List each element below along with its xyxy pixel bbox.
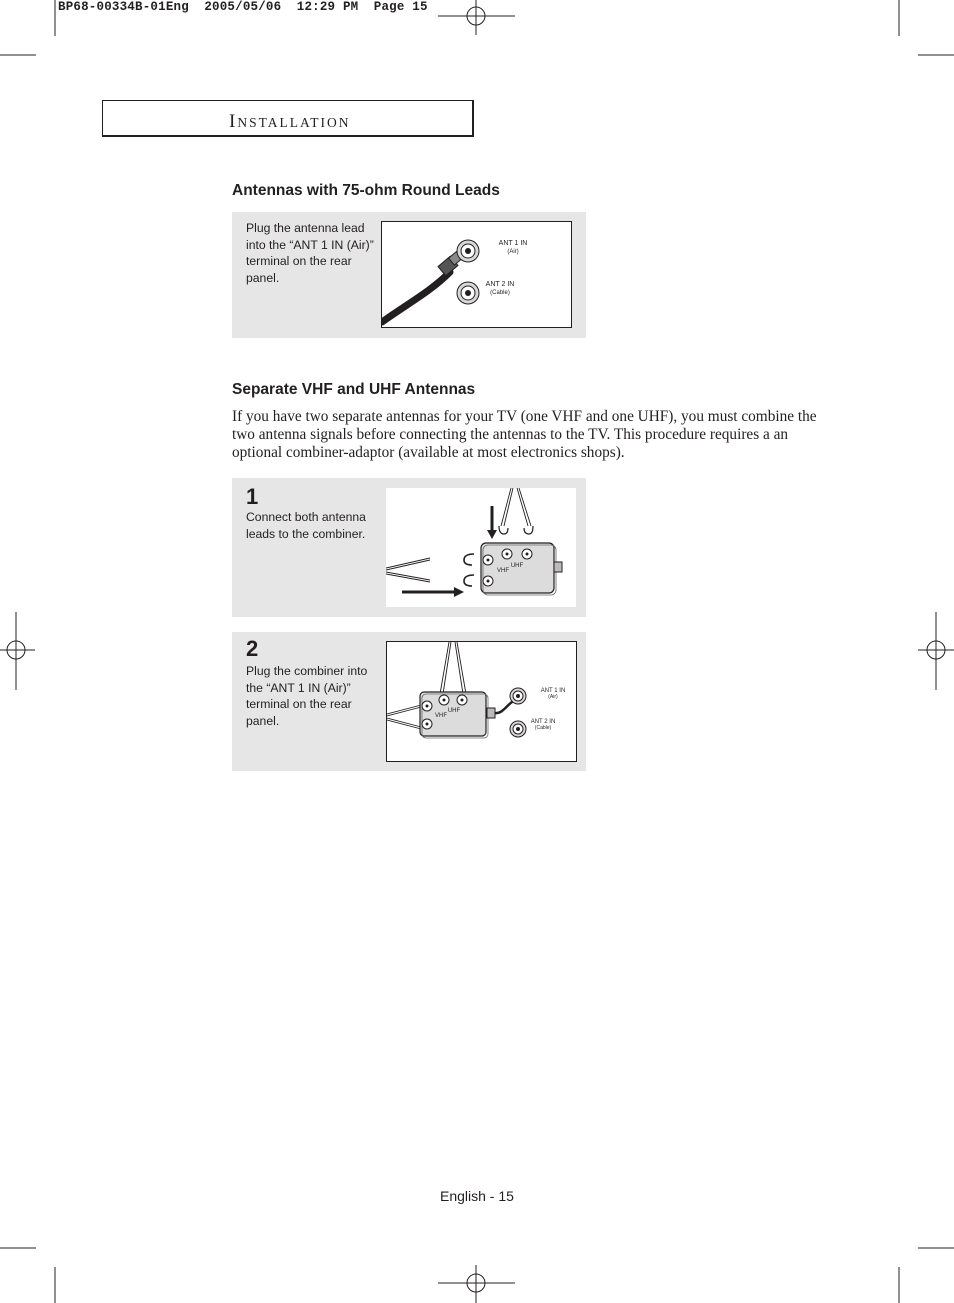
panel-75-ohm-text: Plug the antenna lead into the “ANT 1 IN (Air)” terminal on the rear panel. bbox=[246, 221, 374, 285]
registration-mark-left bbox=[0, 612, 35, 690]
ant1-label: ANT 1 IN bbox=[498, 240, 528, 247]
vhf-twin-lead bbox=[386, 558, 430, 582]
step-1-number: 1 bbox=[246, 484, 259, 509]
section-title bbox=[229, 111, 351, 133]
figure-75-ohm-connection bbox=[381, 221, 572, 328]
registration-mark-right bbox=[918, 612, 954, 690]
combiner-output-connector bbox=[487, 708, 495, 718]
uhf-twin-lead bbox=[501, 488, 531, 526]
ant2-terminal bbox=[457, 282, 479, 304]
ant2-label: ANT 2 IN bbox=[530, 719, 556, 725]
heading-vhf-uhf: Separate VHF and UHF Antennas bbox=[232, 381, 476, 398]
uhf-twin-lead bbox=[440, 642, 466, 694]
vhf-spade-lugs bbox=[464, 554, 474, 586]
figure-step-1-combiner bbox=[386, 488, 576, 607]
step-2-number: 2 bbox=[246, 636, 259, 661]
coax-cable bbox=[382, 272, 450, 322]
registration-mark-top bbox=[438, 0, 515, 35]
uhf-label: UHF bbox=[510, 563, 524, 569]
ant2-terminal bbox=[510, 721, 526, 737]
down-arrow-head bbox=[487, 530, 497, 539]
vhf-uhf-paragraph: If you have two separate antennas for your TV (one VHF and one UHF), you must combine the two antenna signals before connecting the antennas to the TV. This procedure requires a an optional combiner-adaptor (available at most electronics shops). bbox=[232, 408, 817, 461]
panel-step-2 bbox=[232, 632, 586, 771]
ant1-sublabel: (Air) bbox=[548, 694, 558, 700]
step-1-text: Connect both antenna leads to the combiner. bbox=[246, 510, 366, 541]
heading-75-ohm: Antennas with 75-ohm Round Leads bbox=[232, 182, 500, 199]
vhf-label: VHF bbox=[497, 568, 509, 574]
panel-step-1 bbox=[232, 478, 586, 617]
section-title-rest: NSTALLATION bbox=[237, 115, 351, 130]
section-header-box bbox=[102, 100, 474, 137]
page-footer: English - 15 bbox=[440, 1188, 514, 1204]
print-slug-line: BP68-00334B-01Eng 2005/05/06 12:29 PM Page 15 bbox=[58, 0, 428, 14]
figure-75-ohm-drawing bbox=[382, 222, 571, 327]
uhf-label: UHF bbox=[447, 708, 461, 714]
right-arrow-head bbox=[454, 587, 464, 597]
section-title-initial: I bbox=[229, 111, 238, 132]
ant1-sublabel: (Air) bbox=[507, 249, 519, 255]
ant1-label: ANT 1 IN bbox=[540, 688, 566, 694]
registration-mark-bottom bbox=[438, 1265, 515, 1303]
figure-step-1-drawing bbox=[386, 488, 576, 607]
ant2-sublabel: (Cable) bbox=[490, 290, 510, 296]
ant2-sublabel: (Cable) bbox=[534, 725, 552, 731]
panel-75-ohm bbox=[232, 212, 586, 338]
vhf-twin-lead bbox=[387, 704, 425, 730]
combiner-body bbox=[420, 692, 486, 736]
figure-step-2-drawing bbox=[387, 642, 576, 761]
uhf-spade-lugs bbox=[499, 526, 533, 534]
figure-step-2-combiner-to-tv bbox=[386, 641, 577, 762]
vhf-label: VHF bbox=[435, 713, 447, 719]
combiner-output-connector bbox=[554, 562, 562, 572]
step-2-text: Plug the combiner into the “ANT 1 IN (Air)” terminal on the rear panel. bbox=[246, 664, 368, 728]
ant2-label: ANT 2 IN bbox=[485, 281, 515, 288]
ant1-terminal bbox=[510, 688, 526, 704]
ant1-terminal bbox=[457, 240, 479, 262]
